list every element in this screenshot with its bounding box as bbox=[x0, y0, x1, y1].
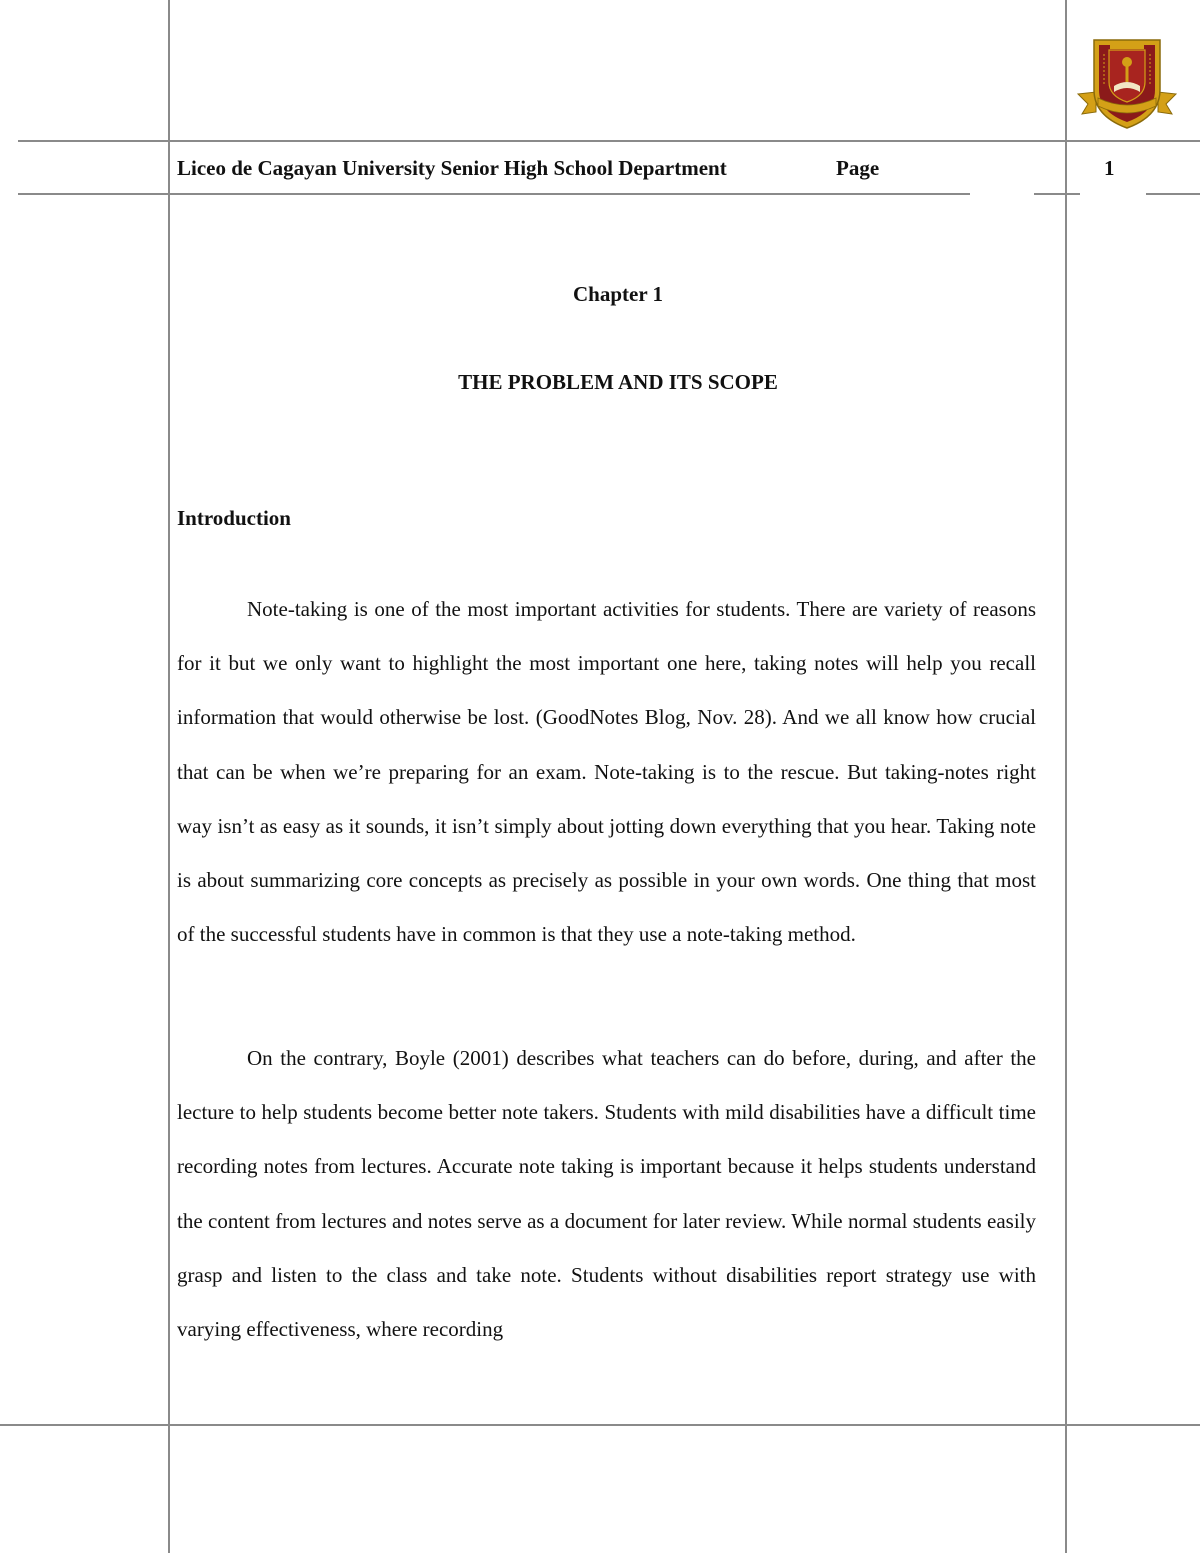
header-page-label: Page bbox=[836, 156, 880, 180]
footer-rule bbox=[0, 1424, 1200, 1426]
section-heading-introduction: Introduction bbox=[177, 506, 291, 530]
header-institution-name: Liceo de Cagayan University Senior High School Department bbox=[177, 156, 727, 180]
header-bottom-rule-right bbox=[1146, 193, 1200, 195]
header-top-rule bbox=[18, 140, 1200, 142]
chapter-title: THE PROBLEM AND ITS SCOPE bbox=[458, 370, 778, 394]
header-bottom-rule-mid bbox=[1034, 193, 1080, 195]
university-seal-logo bbox=[1076, 36, 1178, 132]
chapter-heading: Chapter 1 bbox=[572, 282, 664, 306]
left-margin-rule bbox=[168, 0, 170, 1553]
header-page-number: 1 bbox=[1104, 156, 1115, 180]
right-margin-rule bbox=[1065, 0, 1067, 1553]
header-bottom-rule-left bbox=[18, 193, 970, 195]
body-paragraph: Note-taking is one of the most important activities for students. There are variety of reasons for it but we only want to highlight the most important one here, taking notes will help you recall information that would otherwise be lost. (GoodNotes Blog, Nov. 28). And we all know how crucial that can be when we’re preparing for an exam. Note-taking is to the rescue. But taking-notes right way isn’t as easy as it sounds, it isn’t simply about jotting down everything that you hear. Taking note is about summarizing core concepts as precisely as possible in your own words. One thing that most of the successful students have in common is that they use a note-taking method. bbox=[177, 597, 1036, 947]
body-paragraph: On the contrary, Boyle (2001) describes what teachers can do before, during, and after the lecture to help students become better note takers. Students with mild disabilities have a difficult time recording notes from lectures. Accurate note taking is important because it helps students understand the content from lectures and notes serve as a document for later review. While normal students easily grasp and listen to the class and take note. Students without disabilities report strategy use with varying effectiveness, where recording bbox=[177, 1046, 1036, 1342]
